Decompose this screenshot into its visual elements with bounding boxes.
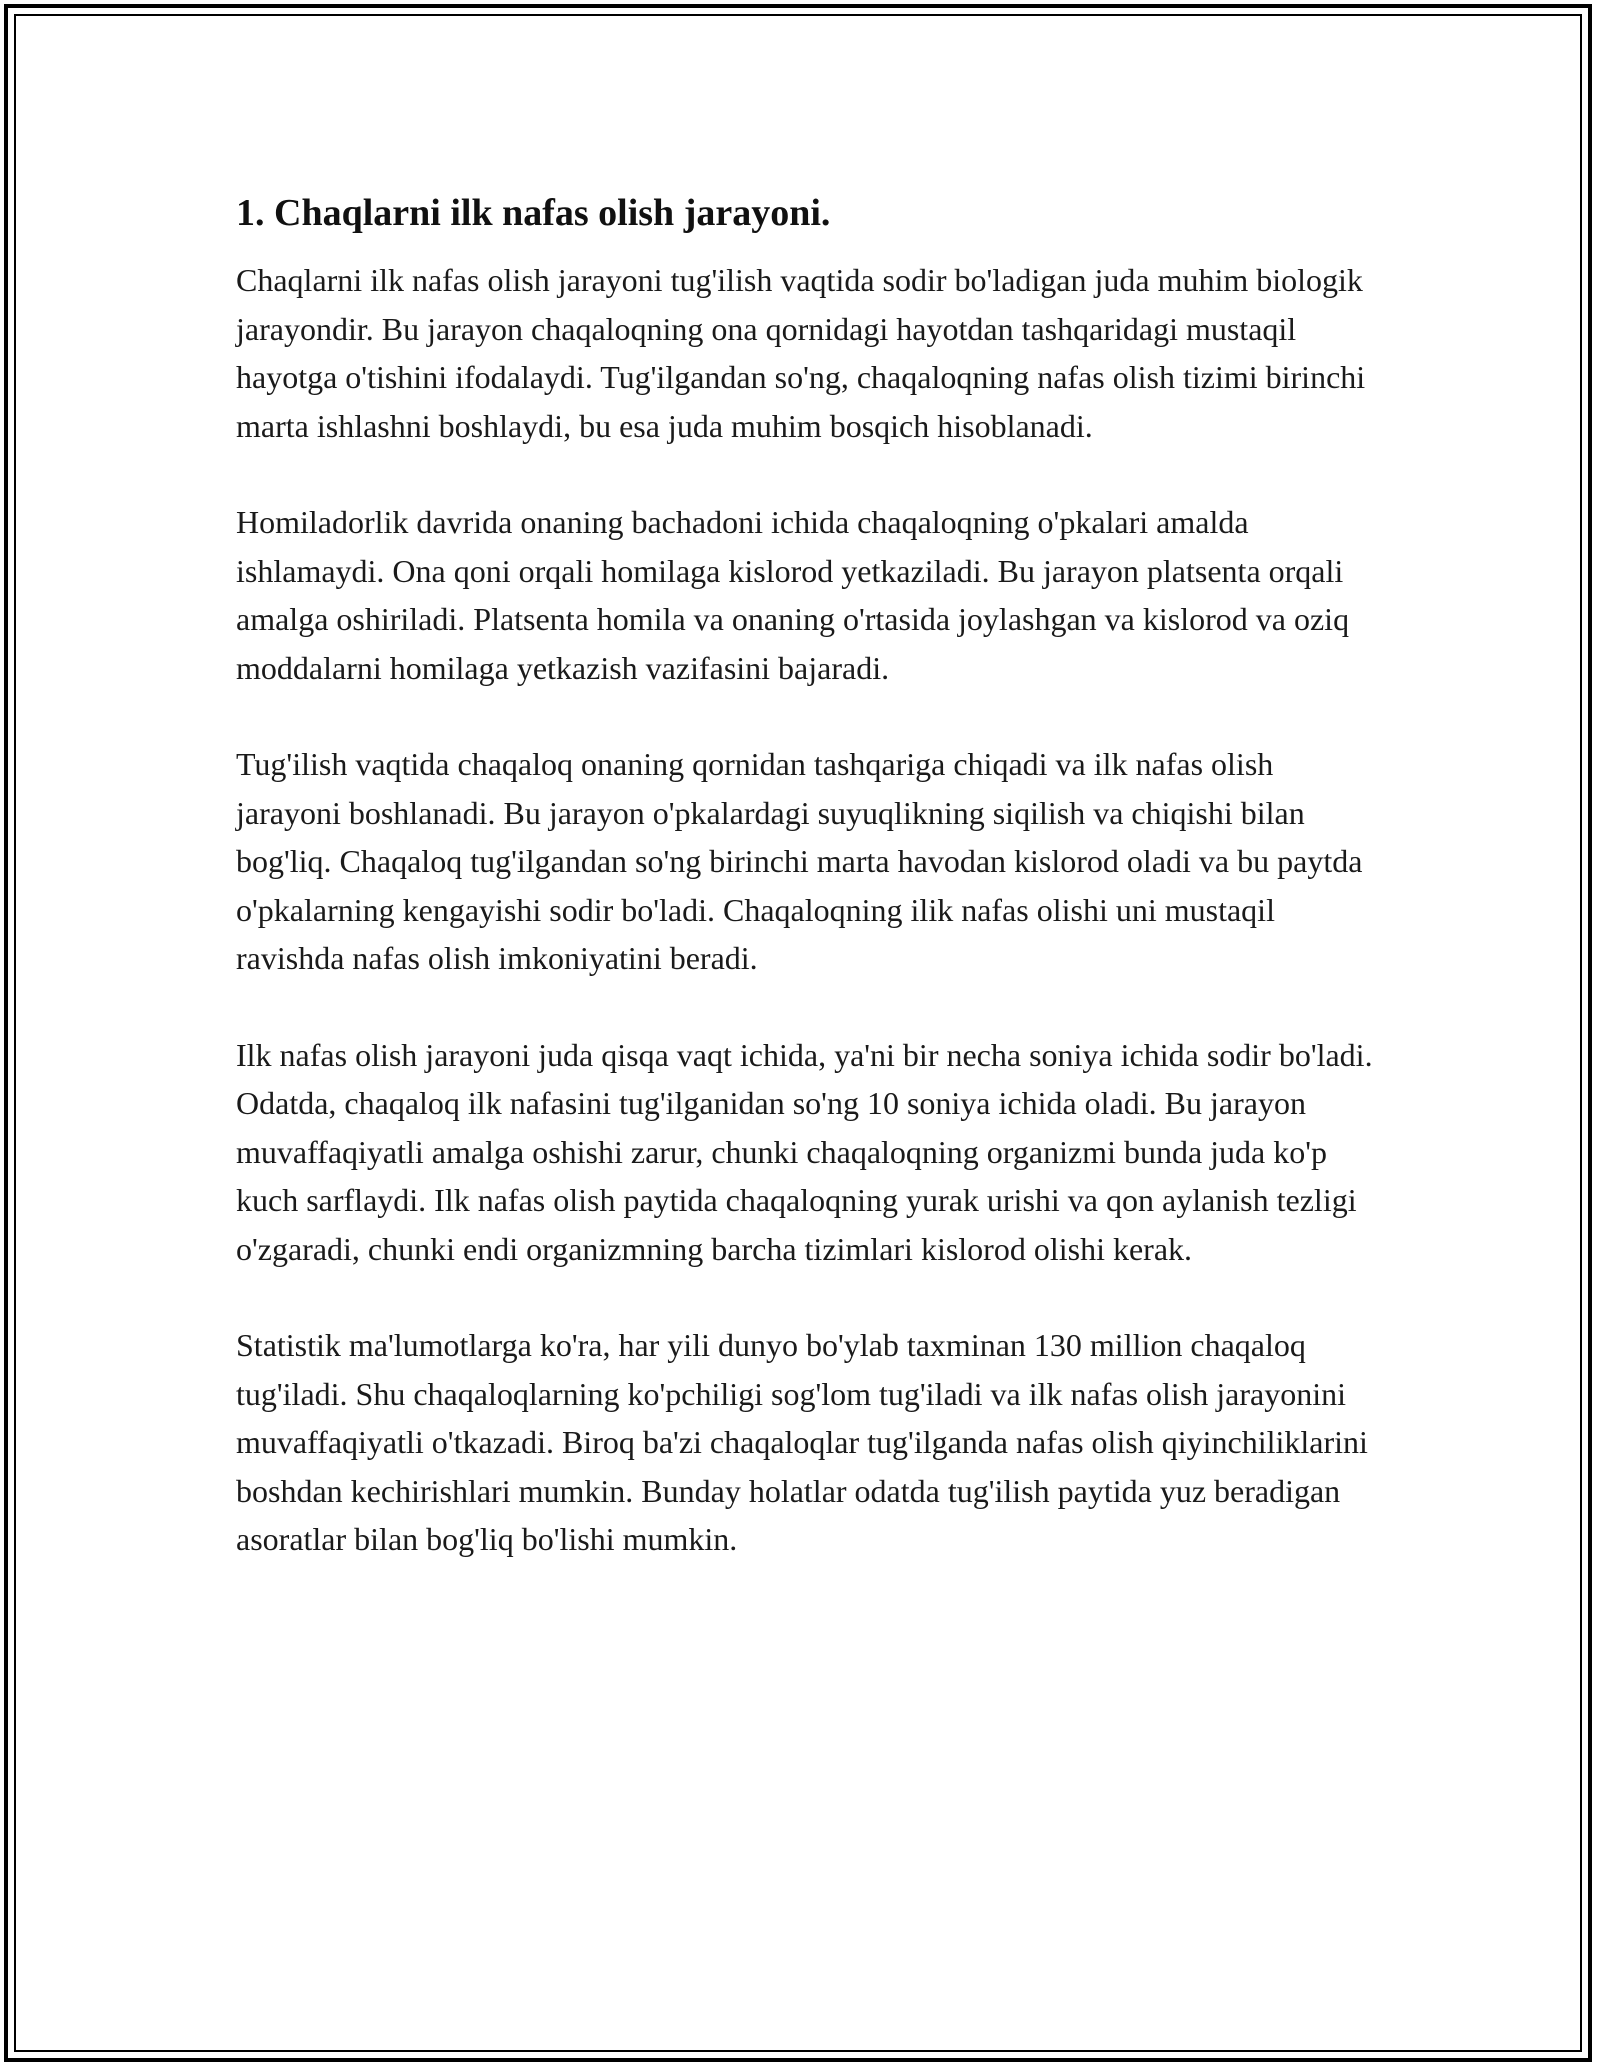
document-body [236,186,1376,1612]
paragraph-3: Tug'ilish vaqtida chaqaloq onaning qornidan tashqariga chiqadi va ilk nafas olish jarayoni boshlanadi. Bu jarayon o'pkalardagi suyuqlikning siqilish va chiqishi bilan bog'liq. Chaqaloq tug'ilgandan so'ng birinchi marta havodan kislorod oladi va bu paytda o'pkalarning kengayishi sodir bo'ladi. Chaqaloqning ilik nafas olishi uni mustaqil ravishda nafas olish imkoniyatini beradi. [236,746,1363,976]
section-heading: 1. Chaqlarni ilk nafas olish jarayoni. [236,192,831,234]
paragraph-1: Chaqlarni ilk nafas olish jarayoni tug'ilish vaqtida sodir bo'ladigan juda muhim biologik jarayondir. Bu jarayon chaqaloqning ona qornidagi hayotdan tashqaridagi mustaqil hayotga o'tishini ifodalaydi. Tug'ilgandan so'ng, chaqaloqning nafas olish tizimi birinchi marta ishlashni boshlaydi, bu esa juda muhim bosqich hisoblanadi. [236,262,1366,444]
paragraph-2: Homiladorlik davrida onaning bachadoni ichida chaqaloqning o'pkalari amalda ishlamaydi. Ona qoni orqali homilaga kislorod yetkaziladi. Bu jarayon platsenta orqali amalga oshiriladi. Platsenta homila va onaning o'rtasida joylashgan va kislorod va oziq moddalarni homilaga yetkazish vazifasini bajaradi. [236,504,1350,686]
paragraph-5: Statistik ma'lumotlarga ko'ra, har yili dunyo bo'ylab taxminan 130 million chaqaloq tug'iladi. Shu chaqaloqlarning ko'pchiligi sog'lom tug'iladi va ilk nafas olish jarayonini muvaffaqiyatli o'tkazadi. Biroq ba'zi chaqaloqlar tug'ilganda nafas olish qiyinchiliklarini boshdan kechirishlari mumkin. Bunday holatlar odatda tug'ilish paytida yuz beradigan asoratlar bilan bog'liq bo'lishi mumkin. [236,1327,1368,1557]
paragraph-4: Ilk nafas olish jarayoni juda qisqa vaqt ichida, ya'ni bir necha soniya ichida sodir bo'ladi. Odatda, chaqaloq ilk nafasini tug'ilganidan so'ng 10 soniya ichida oladi. Bu jarayon muvaffaqiyatli amalga oshishi zarur, chunki chaqaloqning organizmi bunda juda ko'p kuch sarflaydi. Ilk nafas olish paytida chaqaloqning yurak urishi va qon aylanish tezligi o'zgaradi, chunki endi organizmning barcha tizimlari kislorod olishi kerak. [236,1036,1373,1267]
